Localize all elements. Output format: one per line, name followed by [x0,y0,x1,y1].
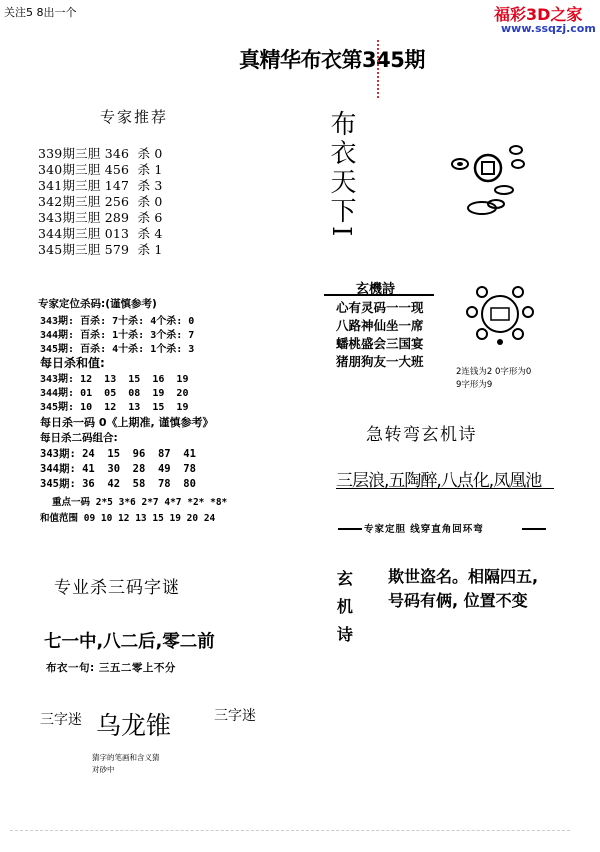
riddle-three-saying: 布衣一句: 三五二零上不分 [46,662,176,674]
mystic-line-1: 欺世盗名。相隔四五, [388,567,539,586]
expert-row: 344期三胆 013 杀 4 [38,226,163,241]
expert-heading: 专家推荐 [100,108,169,126]
sum-kill-row: 343期: 12 13 15 16 19 [40,374,189,385]
riddle-three-line: 七一中,八二后,零二前 [44,632,215,652]
abacus-drawing [460,282,540,346]
turn-heading: 急转弯玄机诗 [366,425,477,445]
banner-rule-left [338,528,362,530]
sum-range: 和值范围 09 10 12 13 15 19 20 24 [40,513,216,524]
site-name[interactable]: 福彩3D之家 [494,5,583,24]
bottom-dashed-line [10,830,570,831]
expert-row: 345期三胆 579 杀 1 [38,242,163,257]
two-code-row: 343期: 24 15 96 87 41 [40,448,196,460]
sum-kill-heading: 每日杀和值: [40,356,105,370]
two-code-row: 345期: 36 42 58 78 80 [40,478,196,490]
riddle-three-heading: 专业杀三码字谜 [54,578,180,598]
poem-heading: 玄機詩 [356,282,396,297]
poem-line: 猪朋狗友一大班 [336,354,424,369]
poem-note-1: 2连钱为2 0字形为0 [456,367,532,377]
poem-note-2: 9字形为9 [456,380,493,390]
turn-line-underline [336,488,554,489]
expert-row: 340期三胆 456 杀 1 [38,162,163,177]
banner-rule-right [522,528,546,530]
positional-row: 343期: 百杀: 7十杀: 4个杀: 0 [40,316,195,327]
turn-line: 三层浪,五陶醉,八点化,凤凰池 [336,471,542,491]
buyi-vertical-title: 布衣天下I [326,110,356,240]
mystic-line-2: 号码有俩, 位置不变 [388,591,528,610]
positional-row: 345期: 百杀: 4十杀: 1个杀: 3 [40,344,195,355]
poem-rule [324,294,434,296]
one-code-heading: 每日杀一码 0《上期准, 谨慎参考》 [40,416,214,429]
word-riddle-left-label: 三字迷 [40,712,82,728]
word-riddle-right-label: 三字迷 [214,708,256,724]
expert-row: 342期三胆 256 杀 0 [38,194,163,209]
expert-banner: 专家定胆 线穿直角回环弯 [364,524,484,535]
sum-kill-row: 344期: 01 05 08 19 20 [40,388,189,399]
poem-line: 蟠桃盛会三国宴 [336,336,424,351]
expert-row: 341期三胆 147 杀 3 [38,178,163,193]
page-title: 真精华布衣第345期 [239,48,425,72]
poem-line: 八路神仙坐一席 [336,318,424,333]
site-url[interactable]: www.ssqzj.com [501,22,596,35]
sum-kill-row: 345期: 10 12 13 15 19 [40,402,189,413]
coins-drawing [446,138,530,222]
word-riddle-hint-1: 猜字的笔画和含义猜 [92,753,160,762]
word-riddle-hint-2: 对砂中 [92,765,115,774]
expert-row: 343期三胆 289 杀 6 [38,210,163,225]
word-riddle-title: 乌龙锥 [96,711,172,740]
positional-row: 344期: 百杀: 1十杀: 3个杀: 7 [40,330,195,341]
two-code-heading: 每日杀二码组合: [40,432,118,444]
expert-row: 339期三胆 346 杀 0 [38,146,163,161]
focus-code: 重点一码 2*5 3*6 2*7 4*7 *2* *8* [52,497,228,508]
mystic-vertical-title: 玄机诗 [334,570,354,654]
two-code-row: 344期: 41 30 28 49 78 [40,463,196,475]
title-edge-marks [377,40,382,98]
positional-heading: 专家定位杀码:(谨慎参考) [38,298,157,310]
poem-line: 心有灵码一一现 [336,300,424,315]
header-note: 关注5 8出一个 [4,6,77,19]
